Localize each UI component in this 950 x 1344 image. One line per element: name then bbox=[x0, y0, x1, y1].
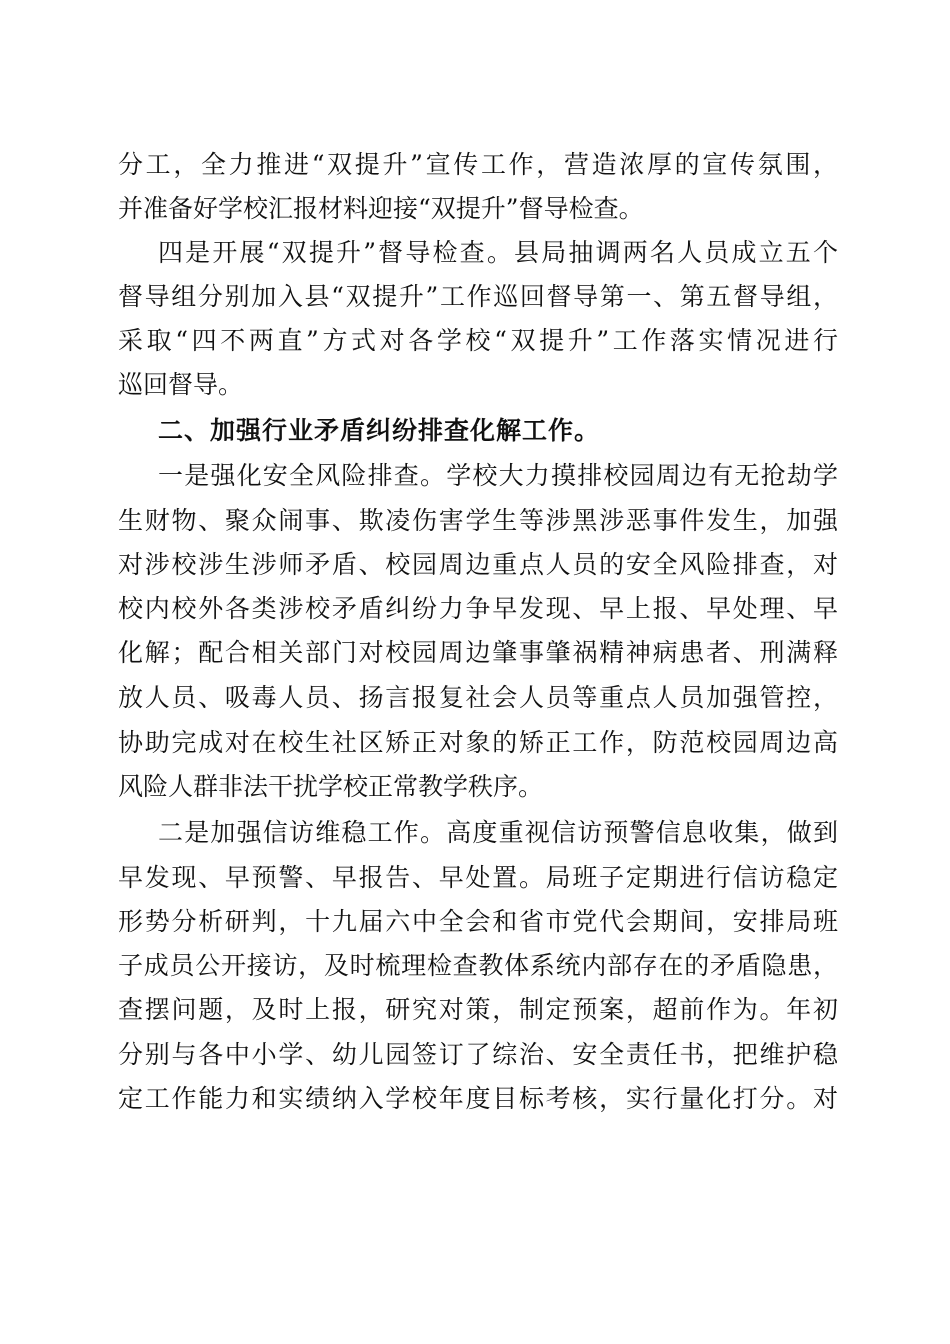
text-line: 对涉校涉生涉师矛盾、校园周边重点人员的安全风险排查，对 bbox=[118, 550, 838, 579]
text-line: 采取“四不两直”方式对各学校“双提升”工作落实情况进行 bbox=[118, 326, 838, 355]
text-line: 分工，全力推进“双提升”宣传工作，营造浓厚的宣传氛围， bbox=[118, 150, 838, 179]
text-line: 巡回督导。 bbox=[118, 370, 244, 399]
text-line: 生财物、聚众闹事、欺凌伤害学生等涉黑涉恶事件发生，加强 bbox=[118, 506, 838, 535]
text-line: 分别与各中小学、幼儿园签订了综治、安全责任书，把维护稳 bbox=[118, 1040, 838, 1069]
text-line: 并准备好学校汇报材料迎接“双提升”督导检查。 bbox=[118, 194, 644, 223]
text-line: 督导组分别加入县“双提升”工作巡回督导第一、第五督导组， bbox=[118, 282, 838, 311]
text-line: 校内校外各类涉校矛盾纠纷力争早发现、早上报、早处理、早 bbox=[118, 594, 838, 623]
paragraph-first-line: 四是开展“双提升”督导检查。县局抽调两名人员成立五个 bbox=[158, 238, 838, 267]
paragraph-first-line: 二是加强信访维稳工作。高度重视信访预警信息收集，做到 bbox=[158, 818, 838, 847]
text-line: 协助完成对在校生社区矫正对象的矫正工作，防范校园周边高 bbox=[118, 728, 838, 757]
section-heading: 二、加强行业矛盾纠纷排查化解工作。 bbox=[158, 416, 601, 445]
paragraph-first-line: 一是强化安全风险排查。学校大力摸排校园周边有无抢劫学 bbox=[158, 461, 838, 490]
text-line: 化解；配合相关部门对校园周边肇事肇祸精神病患者、刑满释 bbox=[118, 638, 838, 667]
text-line: 放人员、吸毒人员、扬言报复社会人员等重点人员加强管控， bbox=[118, 683, 838, 712]
text-line: 形势分析研判，十九届六中全会和省市党代会期间，安排局班 bbox=[118, 907, 838, 936]
text-line: 早发现、早预警、早报告、早处置。局班子定期进行信访稳定 bbox=[118, 863, 838, 892]
text-line: 查摆问题，及时上报，研究对策，制定预案，超前作为。年初 bbox=[118, 995, 838, 1024]
text-line: 子成员公开接访，及时梳理检查教体系统内部存在的矛盾隐患， bbox=[118, 951, 838, 980]
text-line: 风险人群非法干扰学校正常教学秩序。 bbox=[118, 772, 544, 801]
text-line: 定工作能力和实绩纳入学校年度目标考核，实行量化打分。对 bbox=[118, 1084, 838, 1113]
